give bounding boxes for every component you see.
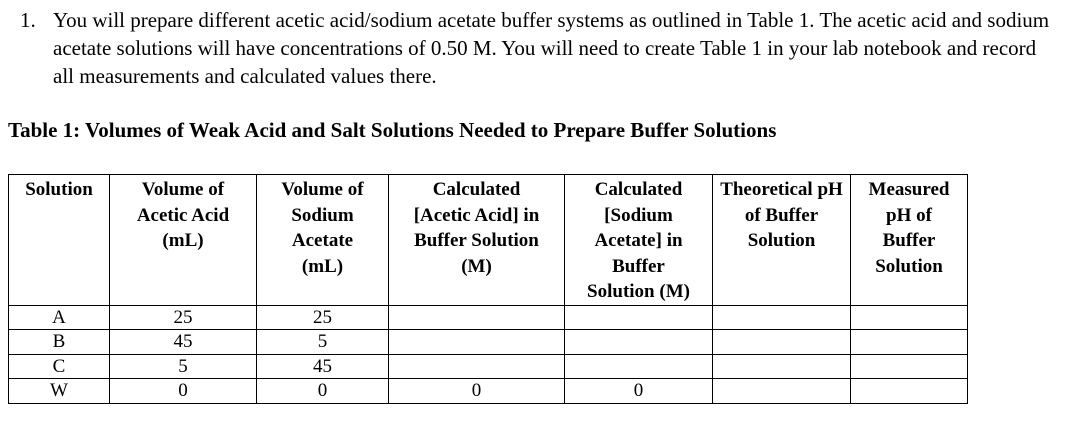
table-cell: 0 bbox=[565, 379, 713, 404]
table-cell bbox=[389, 330, 565, 355]
table-row bbox=[9, 330, 968, 355]
header-theoretical-ph: Theoretical pH of Buffer Solution bbox=[713, 175, 851, 306]
table-row bbox=[9, 354, 968, 379]
table-cell: B bbox=[9, 330, 110, 355]
header-volume-acetic-acid: Volume of Acetic Acid (mL) bbox=[110, 175, 257, 306]
table-cell bbox=[851, 330, 968, 355]
table-cell bbox=[713, 305, 851, 330]
instruction-text: You will prepare different acetic acid/sodium acetate buffer systems as outlined in Table 1. The acetic acid and sodium acetate solutions will have concentrations of 0.50 M. You will need to create Table 1 in your lab notebook and record all measurements and calculated values there. bbox=[53, 8, 1050, 88]
header-calc-acetic-acid: Calculated [Acetic Acid] in Buffer Solution (M) bbox=[389, 175, 565, 306]
header-calc-sodium-acetate: Calculated [Sodium Acetate] in Buffer Solution (M) bbox=[565, 175, 713, 306]
header-volume-sodium-acetate: Volume of Sodium Acetate (mL) bbox=[257, 175, 389, 306]
table-cell bbox=[565, 354, 713, 379]
table-cell bbox=[713, 379, 851, 404]
table-cell: 0 bbox=[110, 379, 257, 404]
table-cell bbox=[713, 330, 851, 355]
table-cell: 0 bbox=[257, 379, 389, 404]
table-cell: W bbox=[9, 379, 110, 404]
table-cell: 45 bbox=[110, 330, 257, 355]
header-row bbox=[9, 175, 968, 306]
table-title: Table 1: Volumes of Weak Acid and Salt Solutions Needed to Prepare Buffer Solutions bbox=[8, 118, 777, 142]
table-cell bbox=[851, 354, 968, 379]
table-row bbox=[9, 379, 968, 404]
table-cell bbox=[851, 305, 968, 330]
table-cell: 25 bbox=[257, 305, 389, 330]
table-cell: C bbox=[9, 354, 110, 379]
instruction-number: 1. bbox=[20, 8, 36, 32]
table-cell: 5 bbox=[257, 330, 389, 355]
header-solution: Solution bbox=[9, 175, 110, 306]
instruction-item bbox=[20, 6, 1060, 90]
buffer-table bbox=[8, 174, 968, 404]
table-cell bbox=[389, 305, 565, 330]
table-cell: 25 bbox=[110, 305, 257, 330]
table-cell bbox=[713, 354, 851, 379]
table-cell bbox=[389, 354, 565, 379]
header-measured-ph: Measured pH of Buffer Solution bbox=[851, 175, 968, 306]
table-cell: 0 bbox=[389, 379, 565, 404]
table-row bbox=[9, 305, 968, 330]
table-cell bbox=[565, 305, 713, 330]
table-cell bbox=[565, 330, 713, 355]
table-cell: A bbox=[9, 305, 110, 330]
table-cell bbox=[851, 379, 968, 404]
table-cell: 5 bbox=[110, 354, 257, 379]
table-cell: 45 bbox=[257, 354, 389, 379]
